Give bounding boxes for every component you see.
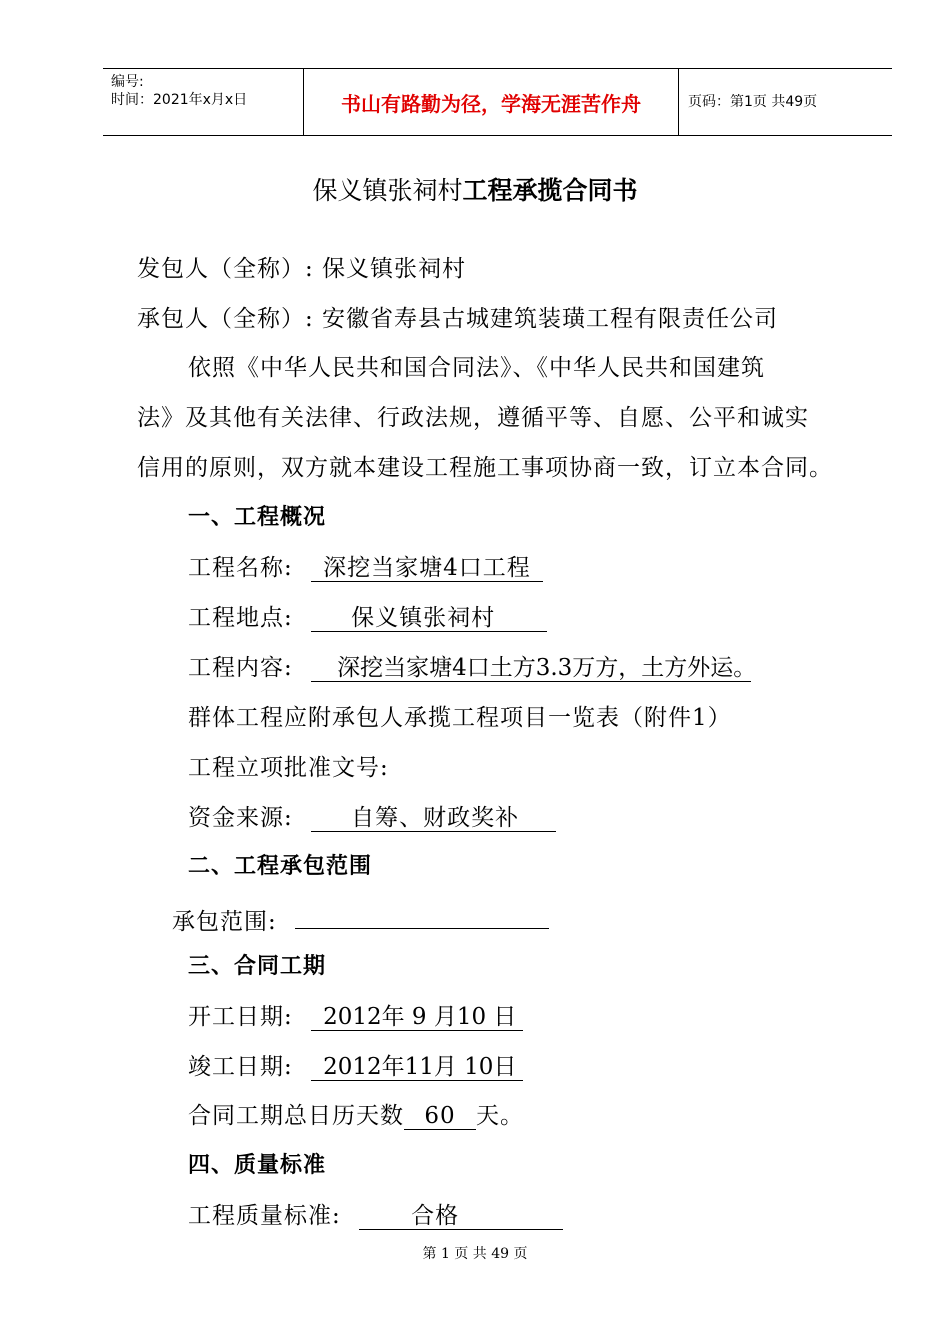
fund-source-row: [188, 803, 556, 833]
project-content-row: [188, 653, 757, 683]
total-days-row: [188, 1101, 524, 1131]
section2-heading: 二、工程承包范围: [188, 854, 373, 879]
fund-source-value: 自筹、财政奖补: [351, 805, 520, 831]
quality-label: 工程质量标准:: [188, 1203, 341, 1229]
end-date-blank: [311, 1054, 523, 1081]
header-page-label: 页码：第1页 共49页: [688, 94, 818, 110]
doc-number-label: 编号:: [111, 74, 144, 90]
scope-label: 承包范围:: [172, 909, 277, 935]
start-date-value: 2012年 9 月10 日: [323, 1004, 517, 1030]
project-content-blank: [311, 655, 757, 682]
contractor-line: 承包人（全称）: 安徽省寿县古城建筑装璜工程有限责任公司: [137, 306, 779, 332]
page-footer: 第 1 页 共 49 页: [422, 1246, 528, 1262]
intro-line-1: 依照《中华人民共和国合同法》、《中华人民共和国建筑: [188, 355, 765, 381]
header-motto: 书山有路勤为径，学海无涯苦作舟: [341, 92, 641, 116]
fund-source-blank: [311, 805, 556, 832]
project-site-value: 保义镇张祠村: [351, 605, 496, 631]
total-days-value: 60: [424, 1103, 456, 1129]
scope-row: [172, 902, 549, 937]
project-name-blank: [311, 555, 543, 582]
quality-value: 合格: [411, 1203, 460, 1229]
page-title: [0, 174, 950, 208]
project-content-value: 深挖当家塘4口土方3.3万方，土方外运。: [337, 655, 757, 681]
title-normal: 保义镇张祠村: [312, 176, 463, 205]
title-bold: 工程承揽合同书: [462, 176, 638, 205]
project-name-value: 深挖当家塘4口工程: [323, 555, 531, 581]
project-site-row: [188, 603, 547, 633]
header-meta-cell: [103, 69, 303, 135]
total-days-prefix: 合同工期总日历天数: [188, 1103, 404, 1129]
intro-line-2: 法》及其他有关法律、行政法规，遵循平等、自愿、公平和诚实: [137, 405, 809, 431]
doc-time-label: 时间：2021年x月x日: [111, 92, 248, 108]
end-date-value: 2012年11月 10日: [323, 1054, 517, 1080]
employer-line: 发包人（全称）: 保义镇张祠村: [137, 256, 467, 282]
project-name-label: 工程名称:: [188, 555, 293, 581]
project-content-label: 工程内容:: [188, 655, 293, 681]
fund-source-label: 资金来源:: [188, 805, 293, 831]
start-date-label: 开工日期:: [188, 1004, 293, 1030]
header-page-cell: [678, 69, 892, 135]
project-site-blank: [311, 605, 547, 632]
intro-line-3: 信用的原则，双方就本建设工程施工事项协商一致，订立本合同。: [137, 455, 833, 481]
total-days-suffix: 天。: [476, 1103, 524, 1129]
quality-blank: [359, 1203, 563, 1230]
approval-number-label: 工程立项批准文号:: [188, 755, 389, 781]
end-date-row: [188, 1052, 523, 1082]
section1-heading: 一、工程概况: [188, 505, 327, 530]
project-site-label: 工程地点:: [188, 605, 293, 631]
total-days-blank: [404, 1103, 476, 1130]
end-date-label: 竣工日期:: [188, 1054, 293, 1080]
start-date-blank: [311, 1004, 523, 1031]
group-project-note: 群体工程应附承包人承揽工程项目一览表（附件1）: [188, 705, 732, 731]
document-header: [103, 68, 892, 136]
project-name-row: [188, 553, 543, 583]
section4-heading: 四、质量标准: [188, 1153, 327, 1178]
section3-heading: 三、合同工期: [188, 954, 327, 979]
start-date-row: [188, 1002, 523, 1032]
quality-row: [188, 1201, 563, 1231]
header-motto-cell: [303, 69, 679, 135]
scope-blank: [295, 902, 549, 929]
